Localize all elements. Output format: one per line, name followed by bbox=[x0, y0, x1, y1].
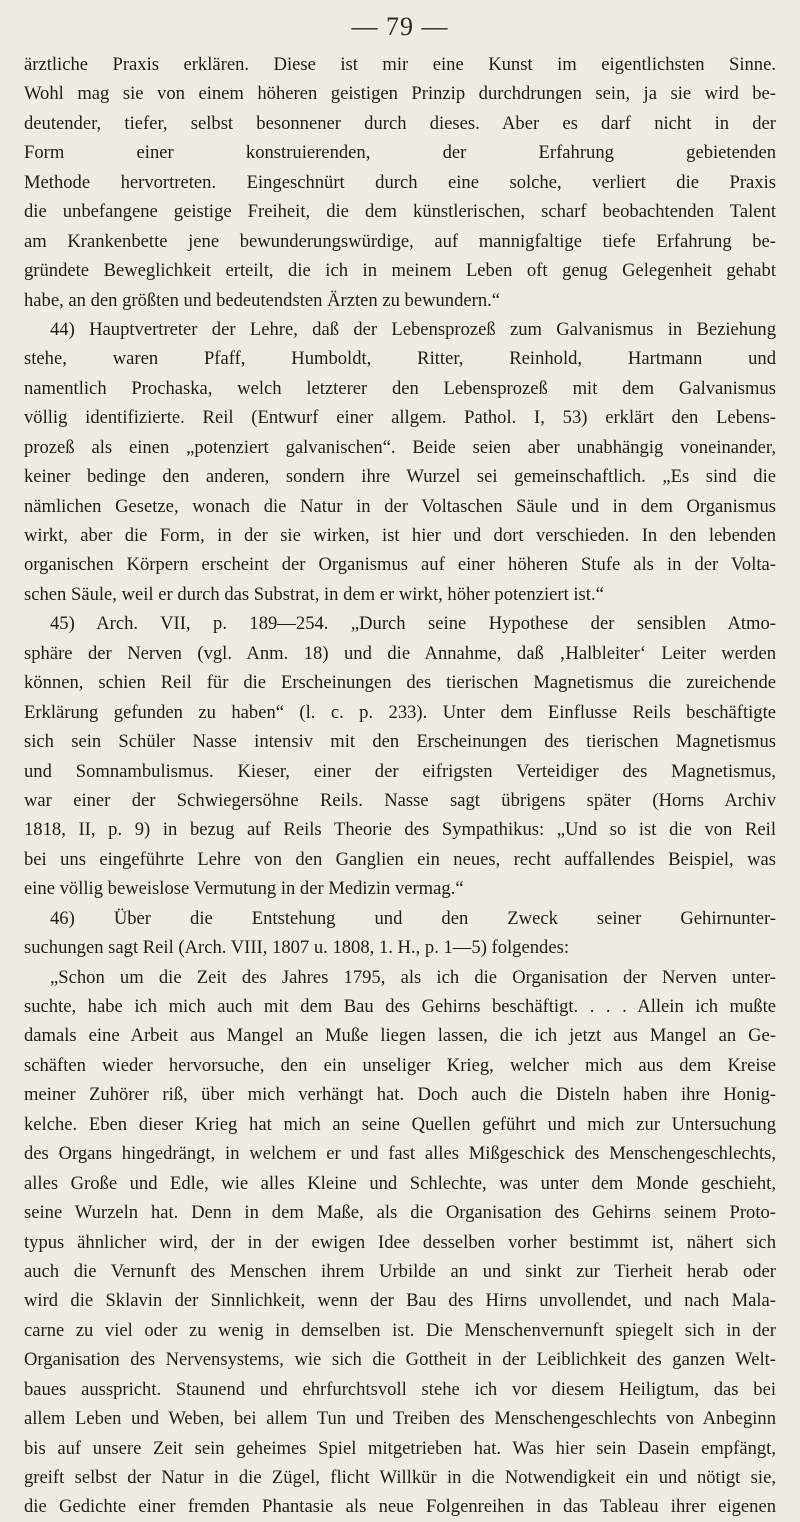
text-line: die Gedichte einer fremden Phantasie als neue Folgenreihen in das Tableau ihrer eigenen bbox=[24, 1496, 776, 1518]
text-line: seine Wurzeln hat. Denn in dem Maße, als die Organisation des Gehirns seinem Proto- bbox=[24, 1202, 776, 1224]
text-line: Organisation des Nervensystems, wie sich die Gottheit in der Leiblichkeit des ganzen Welt- bbox=[24, 1349, 776, 1371]
text-line: namentlich Prochaska, welch letzterer den Lebensprozeß mit dem Galvanismus bbox=[24, 377, 776, 399]
text-line: sphäre der Nerven (vgl. Anm. 18) und die Annahme, daß ‚Halbleiter‘ Leiter werden bbox=[24, 642, 776, 664]
text-line: schen Säule, weil er durch das Substrat, in dem er wirkt, höher potenziert ist.“ bbox=[24, 583, 604, 605]
text-line: wirkt, aber die Form, in der sie wirken, ist hier und dort verschieden. In den lebenden bbox=[24, 525, 776, 546]
text-line: stehe, waren Pfaff, Humboldt, Ritter, Reinhold, Hartmann und bbox=[24, 348, 776, 370]
page-body bbox=[24, 50, 776, 1522]
text-line: können, schien Reil für die Erscheinungen des tierischen Magnetismus die zureichende bbox=[24, 672, 776, 694]
text-line: auch die Vernunft des Menschen ihrem Urbilde an und sinkt zur Tierheit herab oder bbox=[24, 1260, 776, 1282]
text-line: Form einer konstruierenden, der Erfahrung gebietenden bbox=[24, 142, 776, 164]
footnote-start-45: 45) Arch. VII, p. 189—254. „Durch seine Hypothese der sensiblen Atmo- bbox=[50, 613, 776, 635]
text-line: gründete Beweglichkeit erteilt, die ich in meinem Leben oft genug Gelegenheit gehabt bbox=[24, 260, 776, 282]
text-line: kelche. Eben dieser Krieg hat mich an seine Quellen geführt und mich zur Untersuchung bbox=[24, 1113, 776, 1135]
text-line: völlig identifizierte. Reil (Entwurf einer allgem. Pathol. I, 53) erklärt den Lebens- bbox=[24, 407, 776, 429]
text-line: „Schon um die Zeit des Jahres 1795, als ich die Organisation der Nerven unter- bbox=[50, 966, 776, 988]
page-number: — 79 — bbox=[351, 12, 449, 41]
text-line: meiner Zuhörer riß, über mich verhängt hat. Doch auch die Disteln haben ihre Honig- bbox=[24, 1084, 776, 1106]
text-line: nämlichen Gesetze, wonach die Natur in der Voltaschen Säule und in dem Organismus bbox=[24, 495, 776, 517]
footnote-start-44: 44) Hauptvertreter der Lehre, daß der Lebensprozeß zum Galvanismus in Beziehung bbox=[50, 318, 776, 340]
text-line: typus ähnlicher wird, der in der ewigen Idee desselben vorher bestimmt ist, nähert sich bbox=[24, 1231, 776, 1253]
text-line: bis auf unsere Zeit sein geheimes Spiel mitgetrieben hat. Was hier sein Dasein empfängt, bbox=[24, 1437, 776, 1459]
text-line: schäften wieder hervorsuche, den ein unseliger Krieg, welcher mich aus dem Kreise bbox=[24, 1054, 776, 1076]
text-line: habe, an den größten und bedeutendsten Ärzten zu bewundern.“ bbox=[24, 289, 501, 311]
text-line: Methode hervortreten. Eingeschnürt durch eine solche, verliert die Praxis bbox=[24, 171, 776, 193]
text-line: am Krankenbette jene bewunderungswürdige, auf mannigfaltige tiefe Erfahrung be- bbox=[24, 230, 776, 252]
text-line: bei uns eingeführte Lehre von den Ganglien ein neues, recht auffallendes Beispiel, was bbox=[24, 848, 776, 870]
text-line: keiner bedinge den anderen, sondern ihre Wurzel sei gemeinschaftlich. „Es sind die bbox=[24, 466, 776, 488]
text-line: sich sein Schüler Nasse intensiv mit den Erscheinungen des tierischen Magnetismus bbox=[24, 731, 776, 753]
text-line: greift selbst der Natur in die Zügel, flicht Willkür in die Notwendigkeit ein und nötigt sie, bbox=[24, 1467, 776, 1488]
text-line: suchungen sagt Reil (Arch. VIII, 1807 u. 1808, 1. H., p. 1—5) folgendes: bbox=[24, 937, 569, 959]
text-line: ärztliche Praxis erklären. Diese ist mir eine Kunst im eigentlichsten Sinne. bbox=[24, 54, 776, 75]
text-line: damals eine Arbeit aus Mangel an Muße liegen lassen, die ich jetzt aus Mangel an Ge- bbox=[24, 1025, 776, 1047]
text-line: war einer der Schwiegersöhne Reils. Nasse sagt übrigens später (Horns Archiv bbox=[24, 789, 776, 811]
text-line: organischen Körpern erscheint der Organismus auf einer höheren Stufe als in der Volta- bbox=[24, 554, 776, 576]
text-line: carne zu viel oder zu wenig in demselben ist. Die Menschenvernunft spiegelt sich in der bbox=[24, 1319, 776, 1341]
text-line: baues ausspricht. Staunend und ehrfurchtsvoll stehe ich vor diesem Heiligtum, das bei bbox=[24, 1378, 776, 1400]
text-line: prozeß als einen „potenziert galvanischen“. Beide seien aber unabhängig voneinander, bbox=[24, 436, 776, 458]
text-line: 1818, II, p. 9) in bezug auf Reils Theorie des Sympathikus: „Und so ist die von Reil bbox=[24, 819, 776, 841]
text-line: allem Leben und Weben, bei allem Tun und Treiben des Menschengeschlechts von Anbeginn bbox=[24, 1408, 776, 1430]
text-line: eine völlig beweislose Vermutung in der Medizin vermag.“ bbox=[24, 878, 464, 900]
text-line: wird die Sklavin der Sinnlichkeit, wenn der Bau des Hirns unvollendet, und nach Mala- bbox=[24, 1290, 776, 1312]
text-line: des Organs hingedrängt, in welchem er und fast alles Mißgeschick des Menschengeschlechts, bbox=[24, 1143, 776, 1165]
text-line: alles Große und Edle, wie alles Kleine und Schlechte, was unter dem Monde geschieht, bbox=[24, 1172, 776, 1194]
text-line: die unbefangene geistige Freiheit, die dem künstlerischen, scharf beobachtenden Talent bbox=[24, 201, 776, 223]
footnote-start-46: 46) Über die Entstehung und den Zweck seiner Gehirnunter- bbox=[50, 907, 776, 929]
text-line: Erklärung gefunden zu haben“ (l. c. p. 233). Unter dem Einflusse Reils beschäftigte bbox=[24, 701, 776, 723]
text-line: suchte, habe ich mich auch mit dem Bau des Gehirns beschäftigt. . . . Allein ich mußte bbox=[24, 996, 776, 1017]
text-line: deutender, tiefer, selbst besonnener durch dieses. Aber es darf nicht in der bbox=[24, 112, 776, 134]
text-line: und Somnambulismus. Kieser, einer der eifrigsten Verteidiger des Magnetismus, bbox=[24, 760, 776, 782]
text-line: Wohl mag sie von einem höheren geistigen Prinzip durchdrungen sein, ja sie wird be- bbox=[24, 83, 776, 105]
